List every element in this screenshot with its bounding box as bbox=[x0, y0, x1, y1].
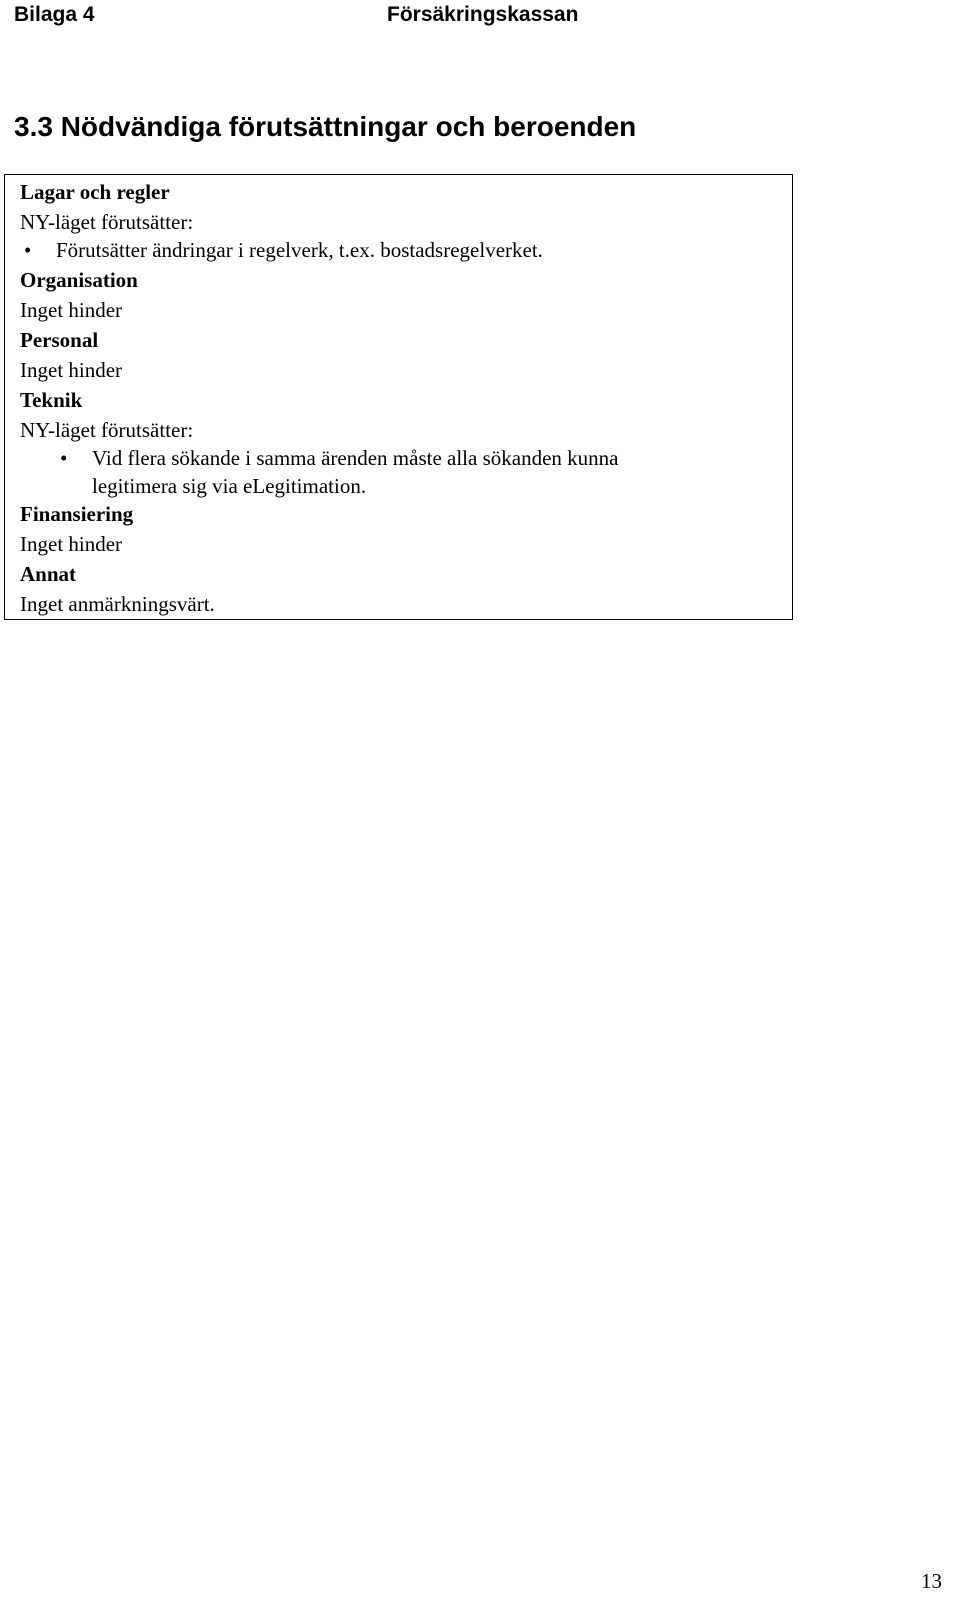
teknik-intro: NY-läget förutsätter: bbox=[20, 418, 194, 442]
lagar-intro: NY-läget förutsätter: bbox=[20, 210, 194, 234]
personal-heading: Personal bbox=[20, 328, 99, 352]
header-right-label: Försäkringskassan bbox=[387, 3, 579, 26]
finansiering-heading: Finansiering bbox=[20, 502, 134, 526]
header-left-label: Bilaga 4 bbox=[14, 3, 95, 26]
annat-heading: Annat bbox=[20, 562, 77, 586]
personal-text: Inget hinder bbox=[20, 358, 123, 382]
section-title: 3.3 Nödvändiga förutsättningar och beroenden bbox=[14, 111, 637, 142]
lagar-bullet-text: Förutsätter ändringar i regelverk, t.ex. bostadsregelverket. bbox=[56, 238, 543, 262]
teknik-bullet-line2: legitimera sig via eLegitimation. bbox=[92, 474, 367, 498]
teknik-bullet-line1: Vid flera sökande i samma ärenden måste alla sökanden kunna bbox=[92, 446, 619, 470]
bullet-icon: • bbox=[60, 446, 68, 470]
lagar-heading: Lagar och regler bbox=[20, 180, 170, 204]
organisation-text: Inget hinder bbox=[20, 298, 123, 322]
finansiering-text: Inget hinder bbox=[20, 532, 123, 556]
annat-text: Inget anmärkningsvärt. bbox=[20, 592, 215, 616]
teknik-heading: Teknik bbox=[20, 388, 83, 412]
bullet-icon: • bbox=[24, 238, 32, 262]
page-number: 13 bbox=[921, 1569, 942, 1593]
requirements-box bbox=[4, 174, 793, 620]
organisation-heading: Organisation bbox=[20, 268, 138, 292]
